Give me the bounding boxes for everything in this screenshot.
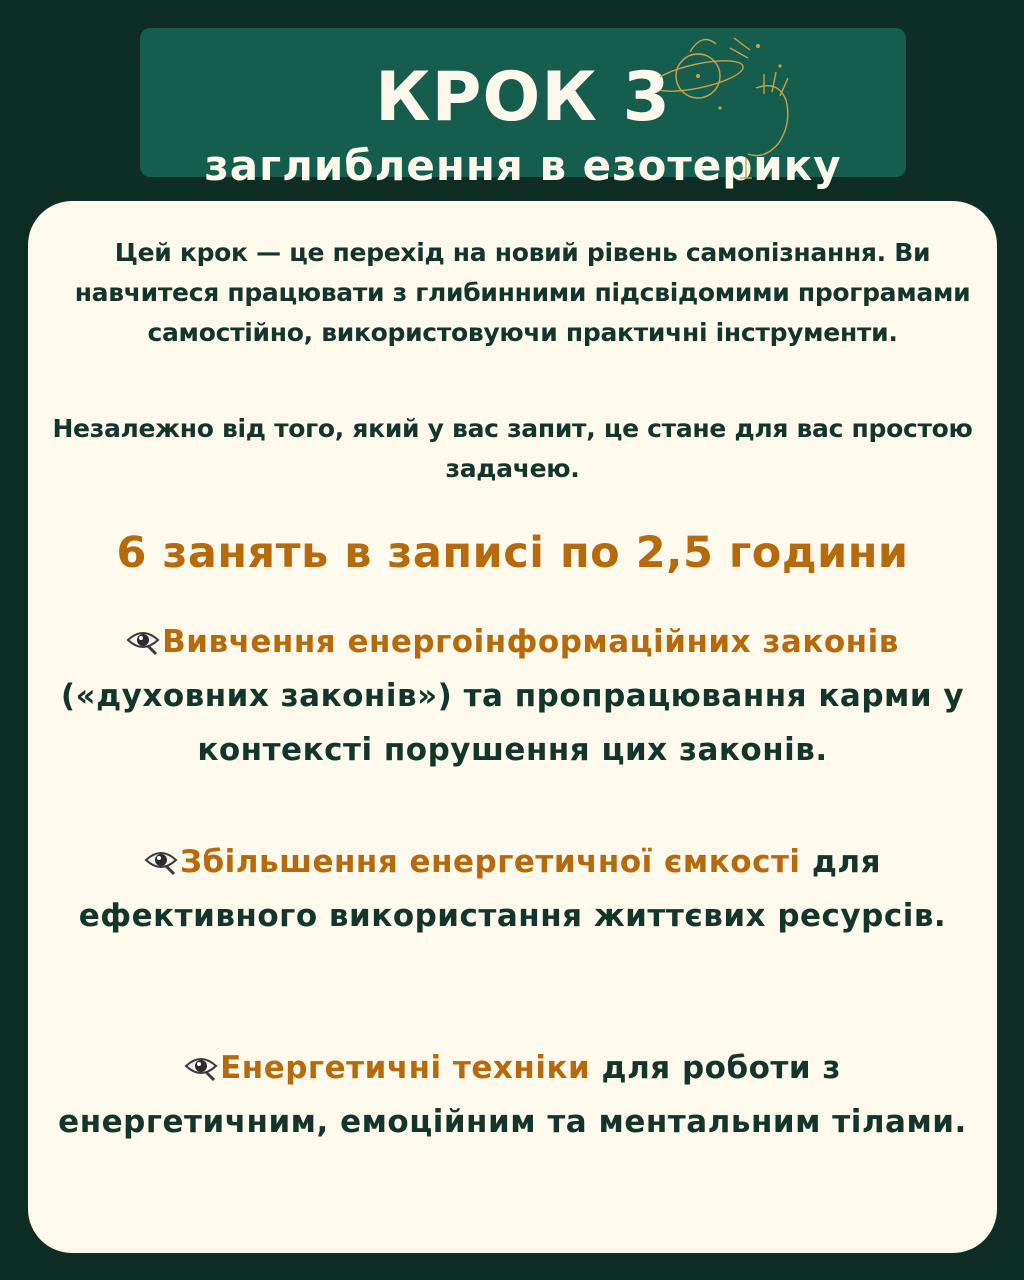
intro-paragraph-2: Незалежно від того, який у вас запит, це стане для вас простою задачею. xyxy=(52,414,973,483)
eye-icon xyxy=(126,626,160,656)
bullet-laws-text: («духовних законів») та пропрацювання карми у контексті порушення цих законів. xyxy=(60,678,965,768)
moon-hand-ornament xyxy=(660,28,810,183)
bullet-capacity-text: для ефективного використання життєвих ресурсів. xyxy=(78,844,947,934)
eye-icon xyxy=(184,1052,218,1082)
page-title: КРОК 3 xyxy=(375,58,671,137)
page-subtitle: заглиблення в езотерику xyxy=(204,141,842,190)
bullet-capacity-highlight: Збільшення енергетичної ємкості xyxy=(179,844,801,880)
eye-icon xyxy=(144,846,178,876)
bullet-laws xyxy=(48,615,977,777)
bullet-laws-highlight: Вивчення енергоінформаційних законів xyxy=(162,624,899,660)
bullet-techniques-highlight: Енергетичні техніки xyxy=(220,1050,591,1086)
intro-paragraph: Цей крок — це перехід на новий рівень самопізнання. Ви навчитеся працювати з глибинними підсвідомими програмами самостійно, використовуючи практичні інструменти. xyxy=(74,238,971,347)
bullet-techniques xyxy=(48,1041,977,1149)
bullet-techniques-text: для роботи з енергетичним, емоційним та ментальним тілами. xyxy=(58,1050,967,1140)
content-card xyxy=(28,201,997,1253)
sessions-info: 6 занять в записі по 2,5 години xyxy=(116,528,909,578)
bullet-capacity xyxy=(48,835,977,943)
